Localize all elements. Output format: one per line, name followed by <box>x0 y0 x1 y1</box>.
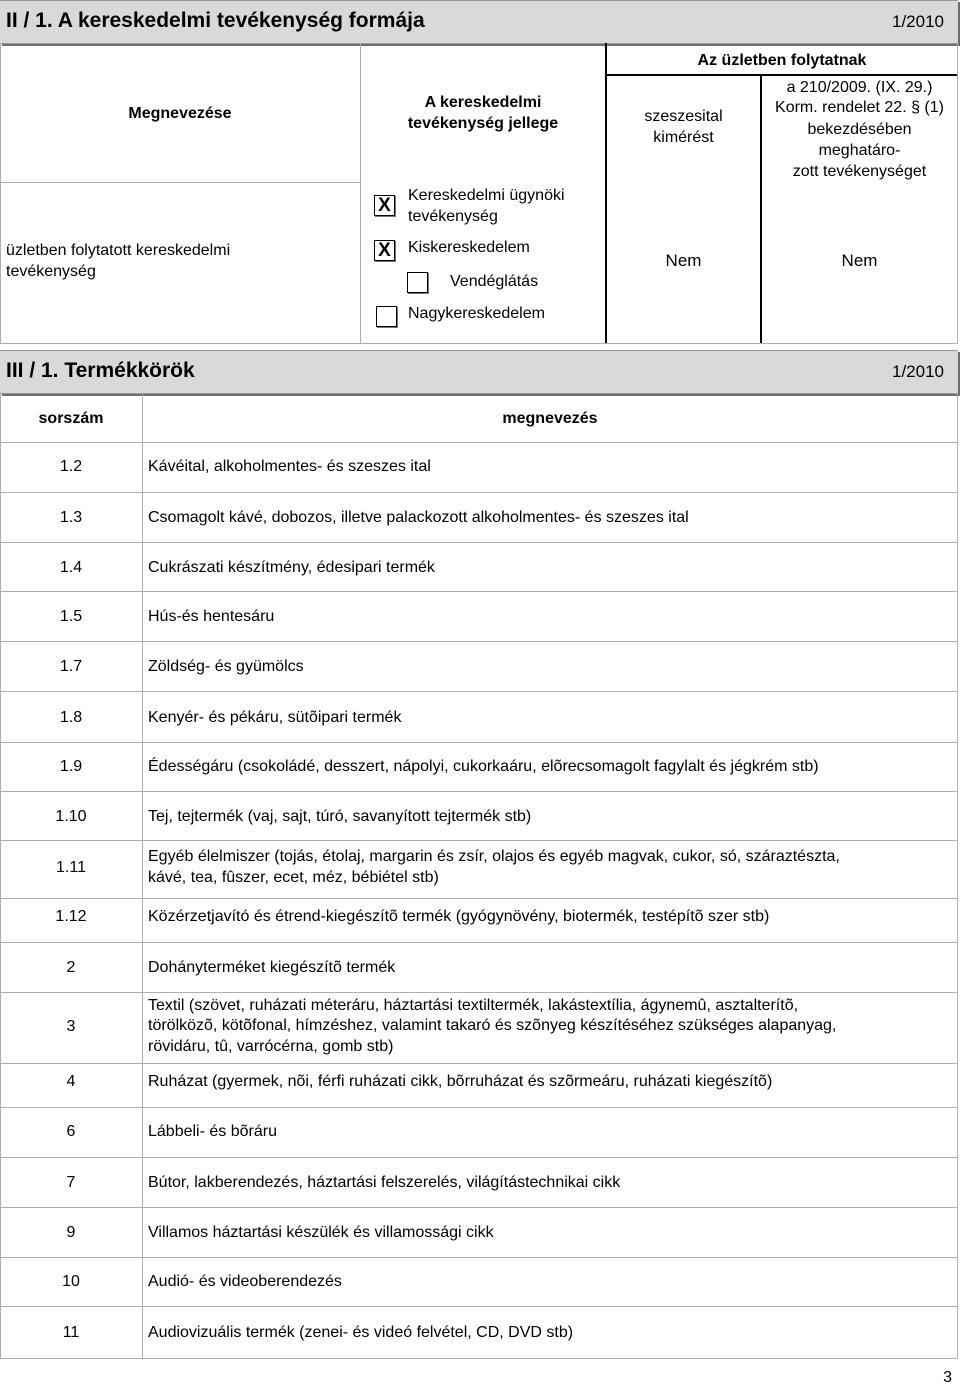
option-kiskereskedelem-label: Kiskereskedelem <box>408 239 530 256</box>
row-name: Ruházat (gyermek, nõi, férfi ruházati cikk, bõrruházat és szõrmeáru, ruházati kiegészítõ) <box>148 1073 773 1090</box>
row-name-2: törölközõ, kötõfonal, hímzéshez, valamint takaró és szõnyeg készítéséhez szükséges alapanyag, <box>148 1017 837 1034</box>
row-name-1: üzletben folytatott kereskedelmi <box>6 242 231 259</box>
header-rendelet-3: bekezdésében <box>807 121 912 138</box>
checkbox-nagykereskedelem[interactable] <box>376 306 397 327</box>
option-vendeglatas-label: Vendéglátás <box>450 273 539 290</box>
section1-title: II / 1. A kereskedelmi tevékenység formája <box>6 9 425 32</box>
header-szeszes-2: kimérést <box>653 129 714 146</box>
section1-header <box>0 0 958 44</box>
checkbox-ugynoki[interactable]: X <box>374 195 395 216</box>
row-name: Lábbeli- és bõráru <box>148 1123 277 1140</box>
row-code: 1.7 <box>59 658 83 675</box>
section1-code: 1/2010 <box>892 12 944 31</box>
row-code: 11 <box>62 1324 80 1341</box>
row-code: 1.4 <box>59 559 83 576</box>
row-name-3: rövidáru, tû, varrócérna, gomb stb) <box>148 1038 394 1055</box>
section2-code: 1/2010 <box>892 362 944 381</box>
checkbox-vendeglatas[interactable] <box>407 272 428 293</box>
header-group: Az üzletben folytatnak <box>697 52 867 69</box>
row-name: Csomagolt kávé, dobozos, illetve palackozott alkoholmentes- és szeszes ital <box>148 509 689 526</box>
value-rendelet: Nem <box>841 251 878 270</box>
option-ugynoki-label-1: Kereskedelmi ügynöki <box>408 187 565 204</box>
row-name: Édességáru (csokoládé, desszert, nápolyi, cukorkaáru, elõrecsomagolt fagylalt és jégkrém stb) <box>148 758 819 775</box>
row-name: Cukrászati készítmény, édesipari termék <box>148 559 435 576</box>
header-rendelet-1: a 210/2009. (IX. 29.) <box>786 79 933 96</box>
row-name-2: tevékenység <box>6 263 96 280</box>
row-code: 1.8 <box>59 709 83 726</box>
row-code: 1.3 <box>59 509 83 526</box>
col-sorszam: sorszám <box>38 410 104 427</box>
row-code: 1.12 <box>55 908 87 925</box>
page-number: 3 <box>943 1369 952 1386</box>
row-name: Egyéb élelmiszer (tojás, étolaj, margarin és zsír, olajos és egyéb magvak, cukor, só, száraztészta, <box>148 848 840 865</box>
row-name: Zöldség- és gyümölcs <box>148 658 304 675</box>
row-name: Dohányterméket kiegészítõ termék <box>148 959 396 976</box>
option-ugynoki-label-2: tevékenység <box>408 208 498 225</box>
row-name: Kenyér- és pékáru, sütõipari termék <box>148 709 402 726</box>
col-megnevezes: megnevezés <box>502 410 598 427</box>
row-name-2: kávé, tea, fûszer, ecet, méz, bébiétel stb) <box>148 869 439 886</box>
section2-title: III / 1. Termékkörök <box>6 359 195 382</box>
row-code: 6 <box>66 1123 76 1140</box>
header-megnevezese: Megnevezése <box>128 105 232 122</box>
header-szeszes-1: szeszesital <box>644 108 723 125</box>
row-code: 3 <box>66 1018 76 1035</box>
value-szeszes: Nem <box>665 251 702 270</box>
row-name: Audió- és videoberendezés <box>148 1273 342 1290</box>
row-code: 7 <box>66 1174 76 1191</box>
row-name: Hús-és hentesáru <box>148 608 275 625</box>
row-code: 1.10 <box>55 808 87 825</box>
row-code: 2 <box>66 959 76 976</box>
row-code: 10 <box>62 1273 80 1290</box>
row-name: Textil (szövet, ruházati méteráru, háztartási textiltermék, lakástextília, ágynemû, asztalterítõ, <box>148 997 799 1014</box>
row-name: Tej, tejtermék (vaj, sajt, túró, savanyított tejtermék stb) <box>148 808 532 825</box>
row-code: 1.2 <box>59 458 83 475</box>
header-rendelet-5: zott tevékenységet <box>792 163 927 180</box>
section2-header <box>0 350 958 394</box>
row-code: 1.11 <box>56 859 86 876</box>
row-code: 9 <box>66 1224 76 1241</box>
row-name: Villamos háztartási készülék és villamossági cikk <box>148 1224 494 1241</box>
header-jellege-2: tevékenység jellege <box>407 115 559 132</box>
row-name: Audiovizuális termék (zenei- és videó felvétel, CD, DVD stb) <box>148 1324 574 1341</box>
row-name: Bútor, lakberendezés, háztartási felszerelés, világítástechnikai cikk <box>148 1174 621 1191</box>
checkbox-kiskereskedelem[interactable]: X <box>374 240 395 261</box>
row-code: 1.5 <box>59 608 83 625</box>
option-nagykereskedelem-label: Nagykereskedelem <box>408 305 545 322</box>
row-code: 1.9 <box>59 758 83 775</box>
header-rendelet-4: meghatáro- <box>818 142 901 159</box>
row-name: Közérzetjavító és étrend-kiegészítõ termék (gyógynövény, biotermék, testépítõ szer stb) <box>148 908 770 925</box>
header-rendelet-2: Korm. rendelet 22. § (1) <box>775 99 944 116</box>
row-name: Kávéital, alkoholmentes- és szeszes ital <box>148 458 431 475</box>
header-jellege-1: A kereskedelmi <box>424 94 542 111</box>
row-code: 4 <box>66 1073 76 1090</box>
